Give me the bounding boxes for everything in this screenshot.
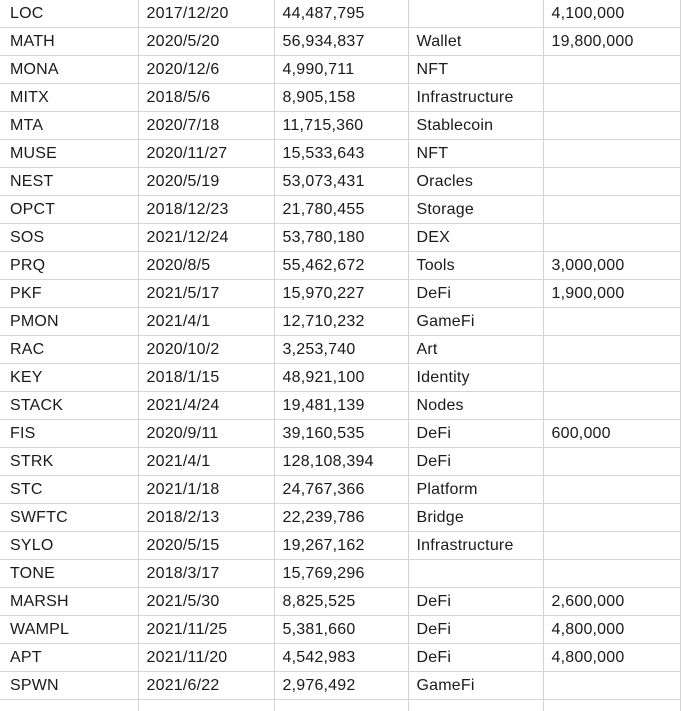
cell-symbol[interactable]: SPWN	[0, 672, 138, 700]
table-row	[0, 616, 680, 644]
cell-date[interactable]: 2020/10/2	[138, 336, 274, 364]
table-row	[0, 140, 680, 168]
table-row	[0, 392, 680, 420]
cell-symbol[interactable]: SOS	[0, 224, 138, 252]
cell-date[interactable]: 2021/6/22	[138, 672, 274, 700]
cell-category[interactable]: NFT	[408, 140, 543, 168]
table-row	[0, 336, 680, 364]
cell-amount[interactable]: 15,970,227	[274, 280, 408, 308]
cell-amount[interactable]	[274, 700, 408, 711]
table-row	[0, 28, 680, 56]
cell-symbol[interactable]: MONA	[0, 56, 138, 84]
cell-symbol[interactable]	[0, 700, 138, 711]
cell-category[interactable]: Stablecoin	[408, 112, 543, 140]
cell-amount[interactable]: 39,160,535	[274, 420, 408, 448]
cell-amount[interactable]: 19,481,139	[274, 392, 408, 420]
cell-funding[interactable]: 3,000,000	[543, 252, 680, 280]
cell-funding[interactable]: 4,100,000	[543, 0, 680, 28]
cell-category[interactable]: GameFi	[408, 308, 543, 336]
table-row	[0, 504, 680, 532]
cell-funding[interactable]	[543, 196, 680, 224]
cell-amount[interactable]: 12,710,232	[274, 308, 408, 336]
cell-amount[interactable]: 8,905,158	[274, 84, 408, 112]
cell-amount[interactable]: 8,825,525	[274, 588, 408, 616]
table-row	[0, 196, 680, 224]
cell-category[interactable]: GameFi	[408, 672, 543, 700]
cell-date[interactable]: 2021/5/30	[138, 588, 274, 616]
cell-funding[interactable]: 4,800,000	[543, 644, 680, 672]
cell-category[interactable]: Oracles	[408, 168, 543, 196]
cell-date[interactable]: 2020/5/19	[138, 168, 274, 196]
cell-category[interactable]: Storage	[408, 196, 543, 224]
table-row	[0, 588, 680, 616]
cell-amount[interactable]: 2,976,492	[274, 672, 408, 700]
cell-funding[interactable]	[543, 476, 680, 504]
cell-date[interactable]: 2018/2/13	[138, 504, 274, 532]
cell-funding[interactable]	[543, 364, 680, 392]
cell-date[interactable]	[138, 700, 274, 711]
cell-category[interactable]	[408, 0, 543, 28]
cell-symbol[interactable]: RAC	[0, 336, 138, 364]
cell-category[interactable]	[408, 700, 543, 711]
cell-category[interactable]: Art	[408, 336, 543, 364]
cell-funding[interactable]	[543, 392, 680, 420]
cell-funding[interactable]	[543, 168, 680, 196]
cell-symbol[interactable]: STRK	[0, 448, 138, 476]
cell-amount[interactable]: 4,990,711	[274, 56, 408, 84]
cell-funding[interactable]	[543, 532, 680, 560]
cell-symbol[interactable]: LOC	[0, 0, 138, 28]
cell-funding[interactable]: 4,800,000	[543, 616, 680, 644]
cell-symbol[interactable]: WAMPL	[0, 616, 138, 644]
cell-date[interactable]: 2020/5/20	[138, 28, 274, 56]
cell-date[interactable]: 2021/11/20	[138, 644, 274, 672]
cell-symbol[interactable]: STC	[0, 476, 138, 504]
cell-symbol[interactable]: NEST	[0, 168, 138, 196]
cell-amount[interactable]: 24,767,366	[274, 476, 408, 504]
table-row	[0, 560, 680, 588]
cell-category[interactable]: DeFi	[408, 448, 543, 476]
cell-category[interactable]: DeFi	[408, 588, 543, 616]
cell-funding[interactable]	[543, 308, 680, 336]
cell-symbol[interactable]: STACK	[0, 392, 138, 420]
cell-funding[interactable]: 1,900,000	[543, 280, 680, 308]
cell-category[interactable]: DeFi	[408, 644, 543, 672]
cell-date[interactable]: 2018/3/17	[138, 560, 274, 588]
cell-date[interactable]: 2020/9/11	[138, 420, 274, 448]
cell-symbol[interactable]: MITX	[0, 84, 138, 112]
table-row	[0, 644, 680, 672]
cell-date[interactable]: 2021/4/24	[138, 392, 274, 420]
cell-category[interactable]: Infrastructure	[408, 532, 543, 560]
cell-symbol[interactable]: MTA	[0, 112, 138, 140]
table-row	[0, 168, 680, 196]
cell-symbol[interactable]: KEY	[0, 364, 138, 392]
table-row	[0, 112, 680, 140]
cell-amount[interactable]: 56,934,837	[274, 28, 408, 56]
cell-amount[interactable]: 128,108,394	[274, 448, 408, 476]
cell-amount[interactable]: 22,239,786	[274, 504, 408, 532]
cell-category[interactable]: Identity	[408, 364, 543, 392]
cell-date[interactable]: 2020/11/27	[138, 140, 274, 168]
cell-date[interactable]: 2021/11/25	[138, 616, 274, 644]
cell-category[interactable]: Tools	[408, 252, 543, 280]
cell-symbol[interactable]: PRQ	[0, 252, 138, 280]
cell-funding[interactable]	[543, 700, 680, 711]
cell-date[interactable]: 2020/7/18	[138, 112, 274, 140]
cell-symbol[interactable]: PMON	[0, 308, 138, 336]
cell-amount[interactable]: 55,462,672	[274, 252, 408, 280]
cell-symbol[interactable]: FIS	[0, 420, 138, 448]
cell-funding[interactable]	[543, 672, 680, 700]
cell-category[interactable]: DeFi	[408, 616, 543, 644]
cell-amount[interactable]: 11,715,360	[274, 112, 408, 140]
cell-date[interactable]: 2021/12/24	[138, 224, 274, 252]
cell-symbol[interactable]: PKF	[0, 280, 138, 308]
cell-symbol[interactable]: APT	[0, 644, 138, 672]
cell-date[interactable]: 2020/8/5	[138, 252, 274, 280]
table-row	[0, 672, 680, 700]
table-row	[0, 700, 680, 711]
table-row	[0, 84, 680, 112]
cell-category[interactable]: DeFi	[408, 280, 543, 308]
cell-category[interactable]: Nodes	[408, 392, 543, 420]
cell-category[interactable]	[408, 560, 543, 588]
cell-amount[interactable]: 4,542,983	[274, 644, 408, 672]
cell-amount[interactable]: 53,073,431	[274, 168, 408, 196]
cell-amount[interactable]: 48,921,100	[274, 364, 408, 392]
cell-amount[interactable]: 44,487,795	[274, 0, 408, 28]
cell-category[interactable]: NFT	[408, 56, 543, 84]
cell-date[interactable]: 2020/5/15	[138, 532, 274, 560]
cell-category[interactable]: Bridge	[408, 504, 543, 532]
cell-funding[interactable]	[543, 504, 680, 532]
table-row	[0, 364, 680, 392]
cell-symbol[interactable]: SWFTC	[0, 504, 138, 532]
table-row	[0, 476, 680, 504]
cell-date[interactable]: 2021/5/17	[138, 280, 274, 308]
cell-amount[interactable]: 15,533,643	[274, 140, 408, 168]
cell-symbol[interactable]: TONE	[0, 560, 138, 588]
cell-funding[interactable]	[543, 224, 680, 252]
cell-funding[interactable]: 600,000	[543, 420, 680, 448]
cell-symbol[interactable]: MARSH	[0, 588, 138, 616]
table-row	[0, 532, 680, 560]
table-row	[0, 0, 680, 28]
cell-amount[interactable]: 21,780,455	[274, 196, 408, 224]
cell-amount[interactable]: 15,769,296	[274, 560, 408, 588]
cell-funding[interactable]	[543, 560, 680, 588]
cell-category[interactable]: DEX	[408, 224, 543, 252]
cell-funding[interactable]: 19,800,000	[543, 28, 680, 56]
cell-funding[interactable]	[543, 56, 680, 84]
cell-funding[interactable]: 2,600,000	[543, 588, 680, 616]
cell-amount[interactable]: 53,780,180	[274, 224, 408, 252]
cell-date[interactable]: 2020/12/6	[138, 56, 274, 84]
table-row	[0, 252, 680, 280]
cell-category[interactable]: Platform	[408, 476, 543, 504]
cell-amount[interactable]: 19,267,162	[274, 532, 408, 560]
cell-amount[interactable]: 3,253,740	[274, 336, 408, 364]
table-row	[0, 56, 680, 84]
cell-category[interactable]: Wallet	[408, 28, 543, 56]
table-row	[0, 280, 680, 308]
cell-symbol[interactable]: SYLO	[0, 532, 138, 560]
cell-date[interactable]: 2021/1/18	[138, 476, 274, 504]
cell-funding[interactable]	[543, 140, 680, 168]
cell-funding[interactable]	[543, 448, 680, 476]
cell-date[interactable]: 2018/5/6	[138, 84, 274, 112]
cell-date[interactable]: 2018/1/15	[138, 364, 274, 392]
cell-date[interactable]: 2021/4/1	[138, 308, 274, 336]
table-row	[0, 448, 680, 476]
cell-symbol[interactable]: MUSE	[0, 140, 138, 168]
cell-date[interactable]: 2018/12/23	[138, 196, 274, 224]
cell-symbol[interactable]: OPCT	[0, 196, 138, 224]
cell-date[interactable]: 2017/12/20	[138, 0, 274, 28]
cell-funding[interactable]	[543, 336, 680, 364]
cell-symbol[interactable]: MATH	[0, 28, 138, 56]
cell-funding[interactable]	[543, 112, 680, 140]
cell-date[interactable]: 2021/4/1	[138, 448, 274, 476]
table-row	[0, 224, 680, 252]
cell-amount[interactable]: 5,381,660	[274, 616, 408, 644]
cell-category[interactable]: Infrastructure	[408, 84, 543, 112]
cell-funding[interactable]	[543, 84, 680, 112]
table-row	[0, 308, 680, 336]
cell-category[interactable]: DeFi	[408, 420, 543, 448]
table-row	[0, 420, 680, 448]
